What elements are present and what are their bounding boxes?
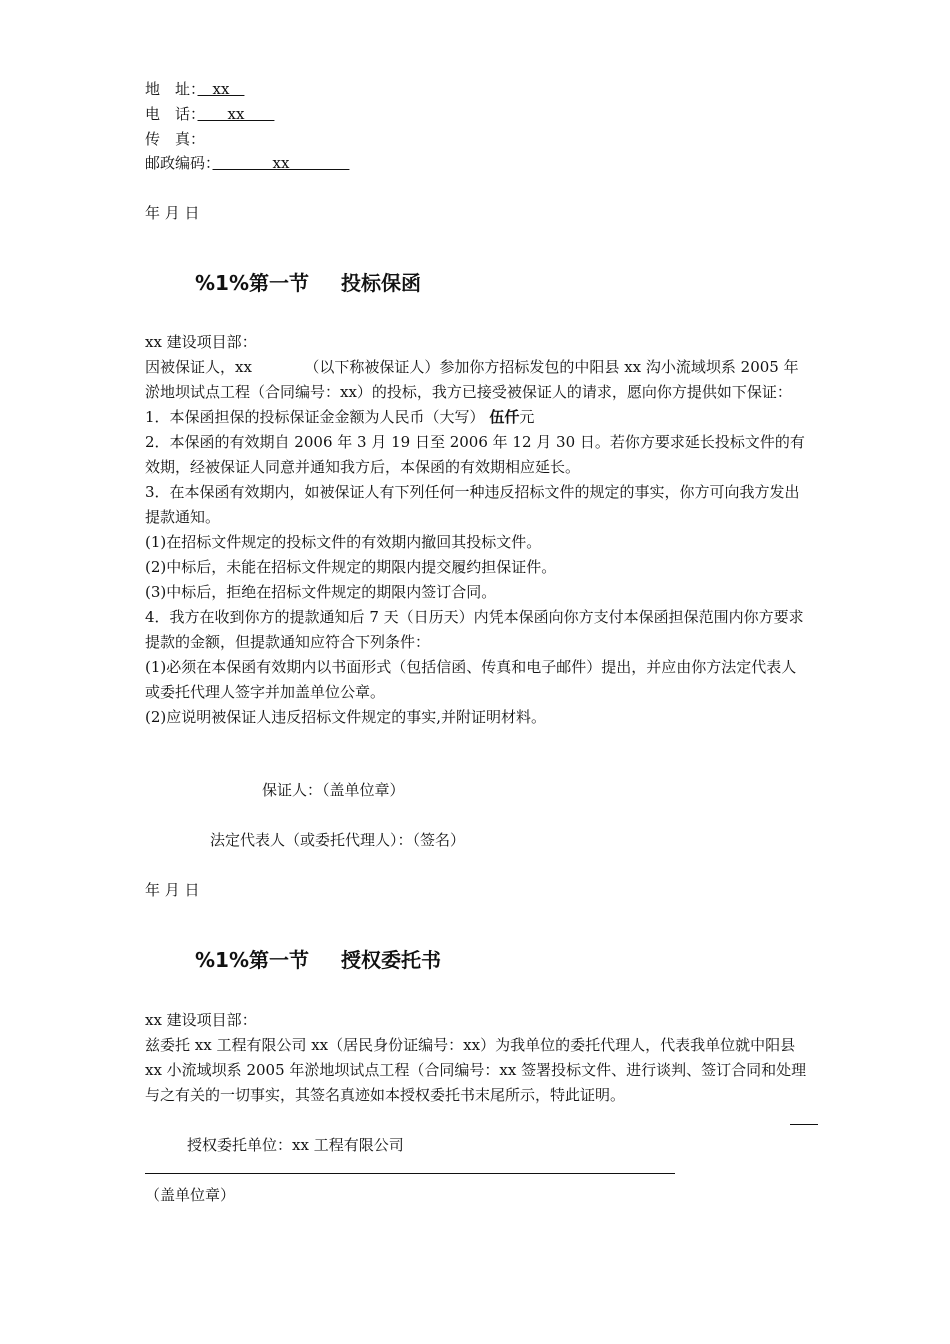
- address-line: [145, 79, 244, 99]
- address-label: 地 址：: [145, 80, 198, 98]
- section2-text: 兹委托 xx 工程有限公司 xx（居民身份证编号：xx）为我单位的委托代理人，代表我单位就中阳县 xx 小流域坝系 2005 年淤地坝试点工程（合同编号：xx 签署投标文件、进行谈判、签订合同和处理与之有关的一切事实，其签名真迹如本授权委托书末尾所示，特此证明。: [145, 1036, 807, 1104]
- date-line-1: 年 月 日: [145, 204, 200, 222]
- section2-heading: [195, 947, 441, 973]
- address-value: xx: [197, 80, 245, 98]
- section1-intro: 因被保证人，xx （以下称被保证人）参加你方招标发包的中阳县 xx 沟小流域坝系 2005 年淤地坝试点工程（合同编号：xx）的投标，我方已接受被保证人的请求，愿向你方提供如下保证：: [145, 358, 799, 401]
- section1-item4-1: (1)必须在本保函有效期内以书面形式（包括信函、传真和电子邮件）提出，并应由你方法定代表人或委托代理人签字并加盖单位公章。: [145, 658, 797, 701]
- section1-item4-2: (2)应说明被保证人违反招标文件规定的事实,并附证明材料。: [145, 708, 547, 726]
- section1-heading: [195, 270, 421, 296]
- fax-line: [145, 129, 205, 149]
- legal-rep-line: 法定代表人（或委托代理人）：（签名）: [210, 831, 466, 849]
- principal-line: 授权委托单位：xx 工程有限公司: [187, 1136, 404, 1154]
- item1-text: 1．本保函担保的投标保证金金额为人民币（大写）: [145, 408, 485, 426]
- section1-addressee: xx 建设项目部：: [145, 333, 257, 351]
- postal-value: xx: [212, 154, 350, 172]
- seal-line: （盖单位章）: [145, 1186, 236, 1204]
- item1-amount: 伍仟: [489, 408, 520, 426]
- section2-addressee: xx 建设项目部：: [145, 1011, 257, 1029]
- section2-body: [145, 1008, 810, 1108]
- section1-body: [145, 330, 810, 730]
- section1-item3-3: (3)中标后，拒绝在招标文件规定的期限内签订合同。: [145, 583, 497, 601]
- section1-item4: 4．我方在收到你方的提款通知后 7 天（日历天）内凭本保函向你方支付本保函担保范围内你方要求提款的金额，但提款通知应符合下列条件：: [145, 608, 804, 651]
- phone-line: [145, 104, 274, 124]
- fax-label: 传 真：: [145, 130, 206, 148]
- section2-heading-prefix: %1%第一节: [195, 948, 309, 972]
- section1-item1: [145, 405, 810, 430]
- date-line-2: 年 月 日: [145, 881, 200, 899]
- signature-rule: [145, 1173, 675, 1174]
- section1-item3: 3．在本保函有效期内，如被保证人有下列任何一种违反招标文件的规定的事实，你方可向我方发出提款通知。: [145, 483, 800, 526]
- section1-item2: 2．本保函的有效期自 2006 年 3 月 19 日至 2006 年 12 月 30 日。若你方要求延长投标文件的有效期，经被保证人同意并通知我方后，本保函的有效期相应延长。: [145, 433, 805, 476]
- item1-unit: 元: [519, 408, 535, 426]
- section2-heading-title: 授权委托书: [341, 948, 441, 972]
- phone-value: xx: [197, 105, 275, 123]
- phone-label: 电 话：: [145, 105, 198, 123]
- postal-line: [145, 153, 349, 173]
- section1-item3-2: (2)中标后，未能在招标文件规定的期限内提交履约担保证件。: [145, 558, 557, 576]
- section1-heading-prefix: %1%第一节: [195, 271, 309, 295]
- guarantor-line: 保证人：（盖单位章）: [262, 781, 405, 799]
- short-rule: [790, 1124, 818, 1125]
- section1-item3-1: (1)在招标文件规定的投标文件的有效期内撤回其投标文件。: [145, 533, 542, 551]
- section1-heading-title: 投标保函: [341, 271, 421, 295]
- postal-label: 邮政编码：: [145, 154, 213, 172]
